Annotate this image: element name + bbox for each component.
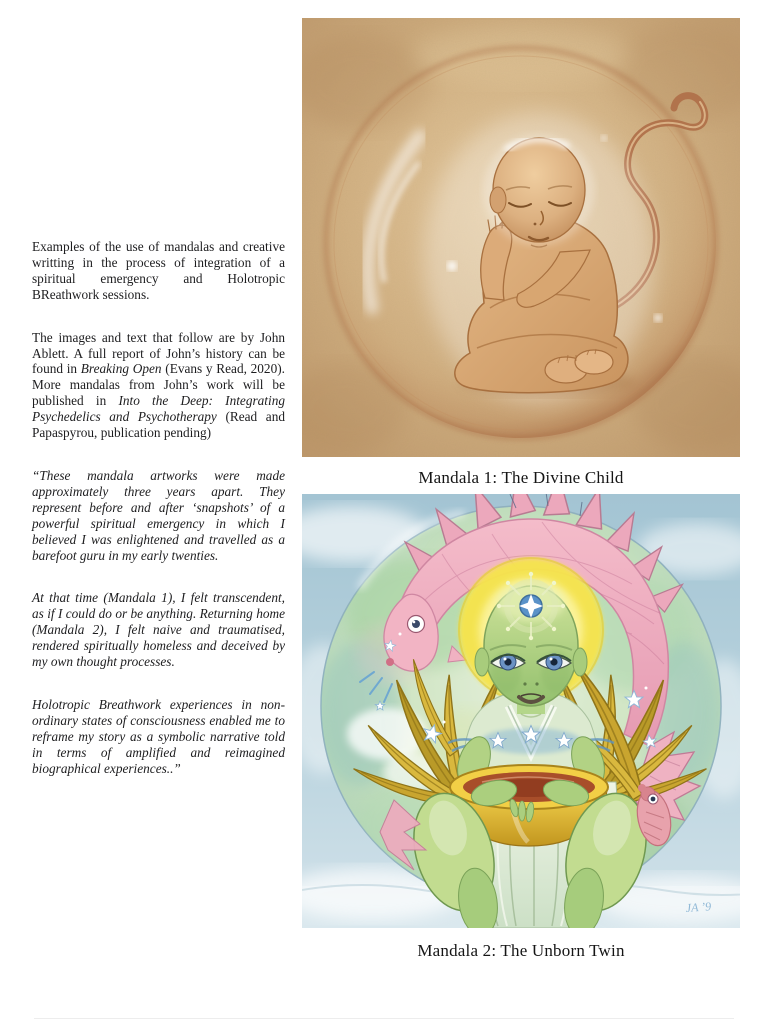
mandala-1-illustration [302, 18, 740, 457]
mandala-2-illustration [302, 494, 740, 928]
child-nose [523, 682, 526, 685]
paragraph-p1: Examples of the use of mandalas and creative writting in the process of integration of a spiritual emergency and Holotropic BReathwork sessions. [32, 239, 285, 302]
child-ear [573, 648, 587, 676]
forehead-mandala [497, 572, 565, 640]
artist-signature: JA ’9 [685, 899, 712, 915]
fish-mouth [386, 658, 394, 666]
sparkle [654, 314, 662, 322]
baby-ear [490, 187, 506, 213]
figure-mandala-1 [302, 18, 740, 488]
paragraph-p4: At that time (Mandala 1), I felt transcendent, as if I could do or be anything. Returning home (Mandala 2), I felt naive and traumatised, rendered spiritually homeless and deceived by my own thought processes. [32, 590, 285, 670]
page-footer-rule [34, 1018, 734, 1019]
caption-mandala-2: Mandala 2: The Unborn Twin [417, 941, 625, 960]
paragraph-p3: “These mandala artworks were made approximately three years apart. They represent before and after ‘snapshots’ of a powerful spiritual emergency in which I believed I was enlightened and travelled as a barefoot guru in my early twenties. [32, 467, 285, 563]
baby-figure [424, 113, 654, 403]
caption-mandala-1: Mandala 1: The Divine Child [418, 468, 624, 487]
figure-mandala-2 [302, 494, 740, 961]
child-ear [475, 648, 489, 676]
paragraph-p2: The images and text that follow are by John Ablett. A full report of John’s history can be found in Breaking Open (Evans y Read, 2020). More mandalas from John’s work will be published in Into the Deep: Integrating Psychedelics and Psychotherapy (Read and Papaspyrou, publication pending) [32, 329, 285, 441]
paragraph-p5: Holotropic Breathwork experiences in non-ordinary states of consciousness enabled me to reframe my story as a symbolic narrative told in terms of amplified and reimagined biographical experiences..” [32, 696, 285, 776]
text-column [32, 239, 285, 803]
baby-foot [575, 350, 613, 374]
